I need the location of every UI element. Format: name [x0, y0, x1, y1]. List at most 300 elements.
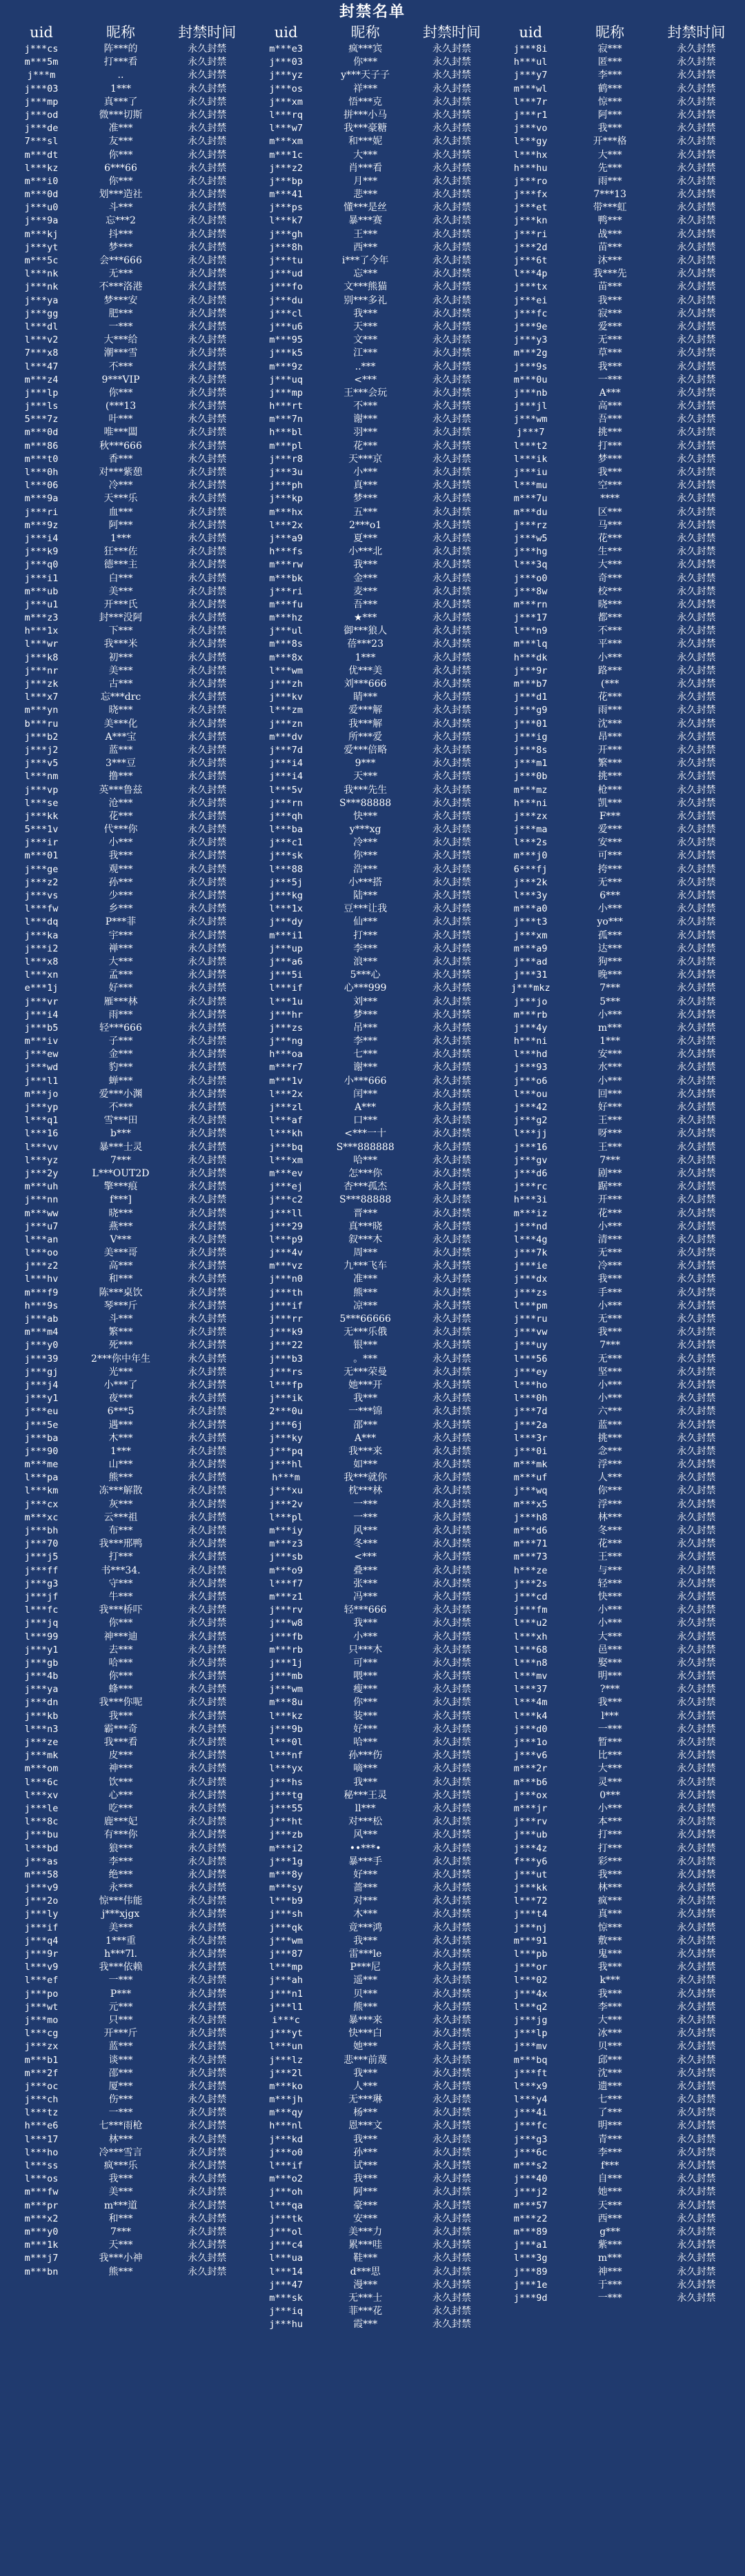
uid-cell: j***rs	[269, 1366, 303, 1378]
nickname-cell: 爱***解	[348, 705, 383, 716]
uid-cell: l***n8	[513, 1657, 548, 1669]
ban-status-cell: 永久封禁	[432, 1366, 471, 1378]
nickname-cell: 7***	[110, 2226, 131, 2237]
ban-status-cell: 永久封禁	[188, 2094, 227, 2106]
table-row	[250, 691, 495, 704]
nickname-cell: 大***	[108, 956, 133, 967]
ban-status-cell: 永久封禁	[432, 241, 471, 253]
nickname-cell: 1***	[110, 532, 131, 544]
ban-status-cell: 永久封禁	[677, 1459, 716, 1471]
ban-status-cell: 永久封禁	[188, 2067, 227, 2079]
ban-status-cell: 永久封禁	[677, 837, 716, 849]
table-row	[250, 1088, 495, 1101]
ban-status-cell: 永久封禁	[677, 1115, 716, 1127]
table-row	[6, 1895, 250, 1908]
table-row	[250, 678, 495, 691]
ban-status-cell: 永久封禁	[432, 1036, 471, 1047]
ban-status-cell: 永久封禁	[432, 1551, 471, 1563]
ban-status-cell: 永久封禁	[677, 1763, 716, 1775]
ban-status-cell: 永久封禁	[432, 1167, 471, 1179]
nickname-cell: 小***	[597, 1618, 622, 1629]
nickname-cell: 羽***	[353, 427, 378, 439]
uid-cell: j***r1	[513, 109, 548, 121]
ban-status-cell: 永久封禁	[432, 1234, 471, 1245]
uid-cell: l***06	[24, 480, 59, 492]
table-row	[495, 2001, 739, 2014]
nickname-cell: 守***	[108, 1578, 133, 1589]
nickname-cell: 准***	[108, 123, 133, 134]
ban-status-cell: 永久封禁	[432, 638, 471, 650]
ban-status-cell: 永久封禁	[432, 215, 471, 227]
table-row	[6, 175, 250, 188]
table-row	[495, 1035, 739, 1048]
ban-status-cell: 永久封禁	[677, 1909, 716, 1920]
uid-cell: l***n9	[513, 625, 548, 637]
uid-cell: l***ss	[24, 2160, 59, 2171]
nickname-cell: 1***	[599, 1036, 621, 1047]
ban-status-cell: 永久封禁	[677, 2120, 716, 2132]
uid-cell: j***if	[269, 1300, 303, 1311]
table-row	[495, 321, 739, 334]
uid-cell: j***ls	[24, 401, 59, 412]
header-nickname: 昵称	[350, 24, 380, 41]
ban-status-cell: 永久封禁	[432, 916, 471, 928]
ban-status-cell: 永久封禁	[188, 1393, 227, 1405]
table-row	[250, 1551, 495, 1564]
ban-status-cell: 永久封禁	[677, 797, 716, 809]
uid-cell: h***3i	[513, 1194, 548, 1206]
uid-cell: j***ah	[269, 1975, 303, 1986]
uid-cell: j***5e	[24, 1419, 59, 1431]
uid-cell: l***n3	[24, 1723, 59, 1735]
ban-status-cell: 永久封禁	[188, 70, 227, 81]
uid-cell: l***2x	[269, 519, 303, 531]
nickname-cell: 我***	[353, 2173, 378, 2185]
nickname-cell: 准***	[353, 1274, 378, 1285]
ban-status-cell: 永久封禁	[677, 1366, 716, 1378]
uid-cell: j***k9	[269, 1327, 303, 1338]
uid-cell: j***9d	[513, 2292, 548, 2304]
nickname-cell: 霞***	[353, 2319, 378, 2331]
table-row	[495, 1101, 739, 1114]
nickname-cell: 六***	[597, 1406, 622, 1418]
table-row	[250, 744, 495, 757]
nickname-cell: 鹤***	[597, 83, 622, 94]
ban-status-cell: 永久封禁	[432, 996, 471, 1007]
uid-cell: l***vv	[24, 1141, 59, 1153]
table-row	[6, 2200, 250, 2213]
nickname-cell: 我***	[597, 1697, 622, 1709]
table-row	[6, 1935, 250, 1948]
ban-status-cell: 永久封禁	[432, 268, 471, 280]
nickname-cell: 无***	[597, 334, 622, 346]
uid-cell: j***ky	[269, 1432, 303, 1444]
nickname-cell: 熊***	[353, 2001, 378, 2013]
ban-status-cell: 永久封禁	[432, 149, 471, 161]
ban-status-cell: 永久封禁	[188, 1869, 227, 1880]
table-row	[495, 1644, 739, 1657]
ban-status-cell: 永久封禁	[677, 281, 716, 293]
uid-cell: j***hg	[513, 546, 548, 558]
uid-cell: j***nk	[24, 281, 59, 293]
table-row	[6, 1736, 250, 1749]
uid-cell: j***c2	[269, 1194, 303, 1206]
uid-cell: j***g2	[513, 1115, 548, 1127]
uid-cell: j***8w	[513, 585, 548, 597]
uid-cell: l***4p	[513, 268, 548, 280]
table-row	[495, 1631, 739, 1644]
uid-cell: l***fw	[24, 903, 59, 915]
ban-status-cell: 永久封禁	[188, 638, 227, 650]
ban-status-cell: 永久封禁	[188, 1591, 227, 1602]
nickname-cell: 开***	[597, 744, 622, 756]
ban-status-cell: 永久封禁	[432, 1882, 471, 1894]
table-row	[250, 1154, 495, 1167]
nickname-cell: 2***你中年生	[91, 1353, 150, 1365]
table-row	[6, 1922, 250, 1935]
nickname-cell: 都***	[597, 612, 622, 624]
nickname-cell: 我***	[597, 1869, 622, 1880]
nickname-cell: l***	[601, 1710, 619, 1722]
table-row	[250, 612, 495, 625]
ban-status-cell: 永久封禁	[432, 1141, 471, 1153]
ban-status-cell: 永久封禁	[677, 2279, 716, 2291]
nickname-cell: 6***66	[104, 162, 137, 174]
nickname-cell: 6***	[599, 890, 621, 901]
table-row	[6, 1194, 250, 1207]
nickname-cell: 不***	[108, 1102, 133, 1113]
nickname-cell: 轻***	[597, 1578, 622, 1589]
table-row	[250, 1895, 495, 1908]
table-row	[250, 1842, 495, 1855]
nickname-cell: 贝***	[353, 1988, 378, 2000]
ban-status-cell: 永久封禁	[677, 2054, 716, 2066]
nickname-cell: 江***	[353, 348, 378, 359]
uid-cell: j***kb	[24, 1710, 59, 1722]
nickname-cell: 会***666	[99, 255, 142, 266]
ban-status-cell: 永久封禁	[432, 123, 471, 134]
table-row	[6, 849, 250, 863]
nickname-cell: 美***	[108, 585, 133, 597]
table-row	[6, 1127, 250, 1140]
uid-cell: l***k7	[269, 215, 303, 227]
uid-cell: j***ud	[269, 268, 303, 280]
nickname-cell: 你***	[108, 387, 133, 399]
ban-status-cell: 永久封禁	[188, 493, 227, 505]
ban-status-cell: 永久封禁	[188, 2146, 227, 2158]
ban-status-cell: 永久封禁	[188, 1234, 227, 1245]
table-row	[250, 625, 495, 638]
nickname-cell: 小***	[597, 1802, 622, 1814]
nickname-cell: 拼***小马	[344, 109, 388, 121]
table-row	[6, 1842, 250, 1855]
nickname-cell: 达***	[597, 943, 622, 954]
ban-status-cell: 永久封禁	[188, 1511, 227, 1523]
ban-status-cell: 永久封禁	[188, 1260, 227, 1272]
ban-status-cell: 永久封禁	[677, 598, 716, 610]
ban-status-cell: 永久封禁	[432, 1049, 471, 1060]
ban-status-cell: 永久封禁	[188, 2054, 227, 2066]
nickname-cell: 银***	[353, 1340, 378, 1351]
uid-cell: j***dy	[269, 916, 303, 928]
ban-status-cell: 永久封禁	[432, 1604, 471, 1616]
ban-status-cell: 永久封禁	[432, 1194, 471, 1206]
nickname-cell: 1***	[110, 1445, 131, 1457]
ban-status-cell: 永久封禁	[188, 281, 227, 293]
uid-cell: l***x8	[24, 956, 59, 967]
table-row	[495, 1551, 739, 1564]
nickname-cell: 微***切斯	[99, 109, 143, 121]
nickname-cell: 小***北	[348, 546, 383, 558]
table-row	[495, 1961, 739, 1974]
ban-status-cell: 永久封禁	[677, 1167, 716, 1179]
ban-status-cell: 永久封禁	[677, 2133, 716, 2145]
nickname-cell: 牛***	[108, 1591, 133, 1602]
nickname-cell: 天***	[108, 2240, 133, 2251]
table-row	[6, 969, 250, 982]
ban-status-cell: 永久封禁	[432, 70, 471, 81]
uid-cell: l***se	[24, 797, 59, 809]
nickname-cell: f***	[601, 2160, 619, 2171]
nickname-cell: 冯***	[353, 1591, 378, 1602]
table-row	[250, 1922, 495, 1935]
ban-status-cell: 永久封禁	[677, 731, 716, 743]
nickname-cell: 和***	[108, 2213, 133, 2224]
nickname-cell: 快***	[597, 1591, 622, 1602]
table-row	[495, 96, 739, 109]
nickname-cell: 7***13	[593, 189, 627, 201]
nickname-cell: 累***哇	[348, 2240, 383, 2251]
uid-cell: m***bk	[269, 572, 303, 584]
nickname-cell: 蓓***23	[347, 638, 384, 650]
ban-status-cell: 永久封禁	[677, 916, 716, 928]
table-row	[250, 943, 495, 956]
nickname-cell: 风***	[353, 1829, 378, 1841]
nickname-cell: 我***	[108, 1710, 133, 1722]
uid-cell: j***od	[24, 109, 59, 121]
ban-status-cell: 永久封禁	[188, 1088, 227, 1100]
nickname-cell: 美***化	[103, 718, 138, 729]
nickname-cell: 陆***	[353, 890, 378, 901]
ban-status-cell: 永久封禁	[432, 559, 471, 571]
table-row	[250, 704, 495, 717]
table-row	[250, 2292, 495, 2305]
nickname-cell: 明***	[597, 2120, 622, 2132]
table-row	[6, 665, 250, 678]
ban-status-cell: 永久封禁	[432, 136, 471, 148]
nickname-cell: 苗***	[597, 241, 622, 253]
table-row	[495, 228, 739, 241]
nickname-cell: y***天子子	[341, 70, 390, 81]
table-row	[495, 1683, 739, 1696]
nickname-cell: 月***	[353, 175, 378, 187]
ban-status-cell: 永久封禁	[188, 1379, 227, 1391]
uid-cell: j***if	[24, 1922, 59, 1933]
table-row	[6, 1974, 250, 1987]
table-row	[250, 2239, 495, 2252]
ban-status-cell: 永久封禁	[677, 1802, 716, 1814]
nickname-cell: 凯***	[597, 797, 622, 809]
table-row	[495, 1723, 739, 1736]
uid-cell: j***j4	[24, 1379, 59, 1391]
ban-status-cell: 永久封禁	[432, 1511, 471, 1523]
ban-status-cell: 永久封禁	[188, 665, 227, 676]
ban-status-cell: 永久封禁	[188, 1181, 227, 1193]
table-row	[495, 1445, 739, 1458]
table-row	[250, 1869, 495, 1882]
nickname-cell: 回***	[597, 1088, 622, 1100]
uid-cell: j***cs	[24, 43, 59, 54]
nickname-cell: 爱***	[597, 824, 622, 836]
table-row	[6, 1339, 250, 1352]
table-row	[495, 1207, 739, 1220]
nickname-cell: 心***	[108, 1789, 133, 1801]
ban-status-cell: 永久封禁	[432, 1419, 471, 1431]
table-row	[495, 598, 739, 612]
table-row	[6, 122, 250, 135]
table-row	[250, 347, 495, 360]
uid-cell: j***v9	[24, 1882, 59, 1894]
nickname-cell: f***]	[110, 1194, 132, 1206]
table-row	[495, 956, 739, 969]
uid-cell: j***up	[269, 943, 303, 954]
nickname-cell: 不***洛港	[99, 281, 143, 293]
ban-status-cell: 永久封禁	[677, 1564, 716, 1576]
nickname-cell: 灵***	[597, 1776, 622, 1788]
table-row	[6, 1048, 250, 1061]
uid-cell: h***1x	[24, 625, 59, 637]
ban-status-cell: 永久封禁	[432, 1776, 471, 1788]
table-row	[495, 1405, 739, 1418]
nickname-cell: 3***豆	[106, 758, 136, 769]
nickname-cell: 呀***	[597, 1128, 622, 1140]
uid-cell: j***g9	[513, 705, 548, 716]
nickname-cell: 霸***奇	[103, 1723, 138, 1735]
uid-cell: m***xm	[269, 136, 303, 148]
nickname-cell: 大***	[597, 149, 622, 161]
uid-cell: j***gh	[269, 228, 303, 240]
ban-status-cell: 永久封禁	[188, 956, 227, 967]
uid-cell: j***ri	[513, 228, 548, 240]
nickname-cell: 7***	[110, 1154, 131, 1166]
uid-cell: l***gy	[513, 136, 548, 148]
table-row	[250, 1247, 495, 1260]
table-row	[6, 1234, 250, 1247]
ban-status-cell: 永久封禁	[188, 1564, 227, 1576]
table-row	[250, 2252, 495, 2265]
nickname-cell: ..***	[355, 361, 376, 372]
uid-cell: j***0b	[513, 771, 548, 783]
uid-cell: m***hz	[269, 612, 303, 624]
nickname-cell: 昂***	[597, 731, 622, 743]
table-row	[250, 1961, 495, 1974]
table-row	[250, 1207, 495, 1220]
nickname-cell: 空***	[597, 480, 622, 492]
nickname-cell: 我***	[108, 850, 133, 862]
nickname-cell: 寂***	[597, 308, 622, 319]
table-row	[6, 1471, 250, 1485]
ban-status-cell: 永久封禁	[677, 2213, 716, 2224]
nickname-cell: 抖***	[108, 228, 133, 240]
table-row	[250, 1022, 495, 1035]
ban-status-cell: 永久封禁	[188, 1340, 227, 1351]
uid-cell: j***ll	[269, 1207, 303, 1219]
table-row	[6, 1379, 250, 1392]
table-row	[495, 519, 739, 532]
uid-cell: j***kd	[269, 2133, 303, 2145]
uid-cell: j***w5	[513, 532, 548, 544]
ban-status-cell: 永久封禁	[432, 467, 471, 478]
uid-cell: j***et	[513, 202, 548, 214]
uid-cell: j***8i	[513, 43, 548, 54]
nickname-cell: 去***	[108, 1644, 133, 1656]
nickname-cell: 布***	[108, 1525, 133, 1536]
nickname-cell: 1***	[355, 652, 376, 663]
ban-status-cell: 永久封禁	[188, 1498, 227, 1510]
nickname-cell: 可***	[353, 1657, 378, 1669]
ban-status-cell: 永久封禁	[188, 731, 227, 743]
table-row	[495, 1935, 739, 1948]
table-row	[495, 2093, 739, 2106]
table-row	[250, 413, 495, 426]
table-row	[6, 1022, 250, 1035]
ban-status-cell: 永久封禁	[677, 2240, 716, 2251]
nickname-cell: 忘***	[353, 268, 378, 280]
table-row	[495, 916, 739, 929]
header-uid: uid	[519, 24, 543, 41]
table-row	[6, 876, 250, 889]
nickname-cell: ..	[117, 70, 124, 81]
nickname-cell: 睛***	[353, 692, 378, 703]
uid-cell: l***ef	[24, 1975, 59, 1986]
nickname-cell: 杨***	[353, 2107, 378, 2119]
uid-cell: l***tz	[24, 2107, 59, 2119]
ban-status-cell: 永久封禁	[188, 824, 227, 836]
table-row	[495, 1247, 739, 1260]
nickname-cell: 死***	[108, 1340, 133, 1351]
table-row	[495, 585, 739, 598]
uid-cell: l***cg	[24, 2028, 59, 2040]
ban-status-cell: 永久封禁	[677, 532, 716, 544]
ban-status-cell: 永久封禁	[188, 1472, 227, 1484]
uid-cell: j***or	[513, 1962, 548, 1973]
ban-status-cell: 永久封禁	[677, 1340, 716, 1351]
nickname-cell: 雨***	[597, 175, 622, 187]
uid-cell: j***i4	[269, 758, 303, 769]
ban-status-cell: 永久封禁	[432, 903, 471, 915]
nickname-cell: 安***	[597, 837, 622, 849]
table-row	[495, 559, 739, 572]
table-row	[495, 1789, 739, 1802]
uid-cell: j***z2	[269, 162, 303, 174]
table-row	[6, 863, 250, 876]
ban-status-cell: 永久封禁	[432, 294, 471, 306]
table-row	[6, 784, 250, 797]
table-row	[495, 1167, 739, 1180]
uid-cell: l***fc	[24, 1604, 59, 1616]
nickname-cell: 她***开	[348, 1379, 383, 1391]
uid-cell: l***pl	[269, 1511, 303, 1523]
uid-cell: l***yz	[24, 1154, 59, 1166]
uid-cell: j***k5	[269, 348, 303, 359]
table-row	[495, 268, 739, 281]
uid-cell: m***iv	[24, 1036, 59, 1047]
nickname-cell: <***一十	[344, 1128, 386, 1140]
table-row	[250, 466, 495, 479]
uid-cell: l***oo	[24, 1247, 59, 1259]
ban-status-cell: 永久封禁	[188, 1657, 227, 1669]
nickname-cell: g***	[599, 2226, 621, 2237]
